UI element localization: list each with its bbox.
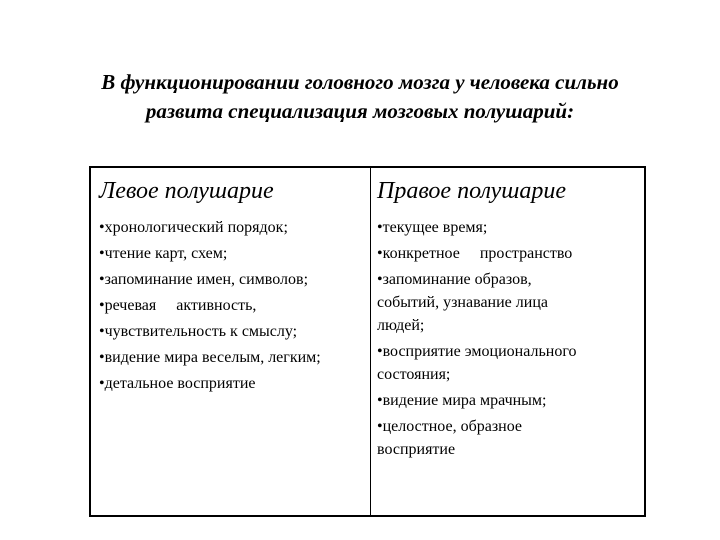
list-item: •запоминание имен, символов;	[99, 271, 309, 288]
title-line-1: В функционировании головного мозга у человека сильно	[101, 70, 619, 94]
list-item: •речевая активность,	[99, 297, 257, 314]
list-item: •конкретное пространство	[377, 245, 573, 262]
right-hemisphere-list	[377, 216, 639, 461]
list-item: •хронологический порядок;	[99, 219, 288, 236]
list-item: •целостное, образное восприятие	[377, 418, 523, 458]
list-item: •чувствительность к смыслу;	[99, 323, 298, 340]
list-item: •чтение карт, схем;	[99, 245, 228, 262]
left-hemisphere-list	[99, 216, 363, 395]
list-item: •запоминание образов, событий, узнавание лица людей;	[377, 271, 548, 334]
right-hemisphere-header: Правое полушарие	[377, 178, 567, 204]
title-line-2: развита специализация мозговых полушарий:	[145, 99, 575, 123]
list-item: •видение мира мрачным;	[377, 392, 547, 409]
list-item: •видение мира веселым, легким;	[99, 349, 321, 366]
left-hemisphere-column	[99, 168, 363, 515]
slide-title	[40, 68, 680, 126]
hemispheres-table	[89, 166, 646, 517]
list-item: •восприятие эмоционального состояния;	[377, 343, 577, 383]
list-item: •текущее время;	[377, 219, 488, 236]
list-item: •детальное восприятие	[99, 375, 256, 392]
left-hemisphere-header: Левое полушарие	[99, 178, 274, 204]
right-hemisphere-column	[377, 168, 639, 515]
column-divider	[370, 168, 371, 515]
